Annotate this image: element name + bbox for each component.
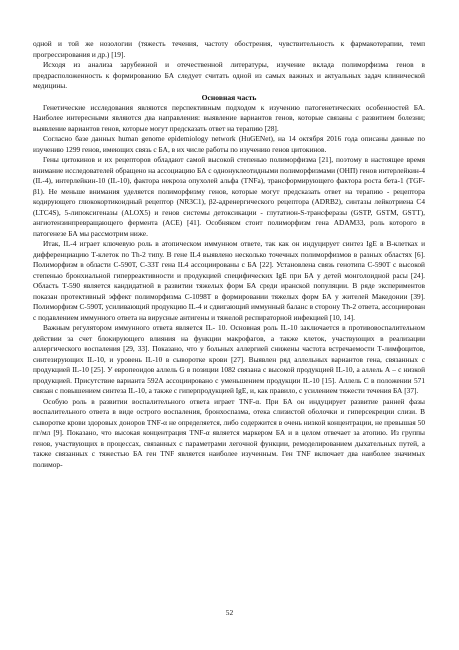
paragraph: Исходя из анализа зарубежной и отечественной литературы, изучение вклада полиморфизма генов в предрасположенность к формированию БА следует считать одной из самых важных и актуальных задач клинической медицины.	[33, 60, 425, 90]
page-number: 52	[225, 608, 234, 617]
section-heading: Основная часть	[201, 92, 257, 102]
paragraph: Итак, IL-4 играет ключевую роль в атопическом иммунном ответе, так как он индуцирует синтез IgE в В-клетках и дифференциацию Т-клеток по Th-2 типу. В гене IL4 выявлено несколько точечных полиморфизмов в разных областях [6]. Полиморфизм в области С-590Т, С-33Т гена IL4 ассоциированы с БА [22]. Установлена связь генотипа С-590Т с высокой степенью бронхиальной гиперреактивности и продукцией специфических IgE при БА у детей монголоидной расы [24]. Область Т-590 является кандидатной в развитии тяжелых форм БА среди иранской популяции. В ряде экспериментов показан протективный эффект полиморфизма С-1098Т в формировании тяжелых форм БА у жителей Македонии [39]. Полиморфизм С-590Т, усиливающий продукцию IL-4 и сдвигающий иммунный баланс в сторону Th-2 ответа, ассоциирован с подавлением иммунного ответа на вирусные антигены и тяжелой респираторной инфекцией [10, 14].	[33, 239, 425, 322]
paragraph: Гены цитокинов и их рецепторов обладают самой высокой степенью полиморфизма [21], поэтому в настоящее время внимание исследователей обращено на ассоциацию БА с однонуклеотидными полиморфизмами (ОНП) генов интерлейкин-4 (IL-4), интерлейкин-10 (IL-10), фактора некроза опухолей альфа (TNFa), трансформирующего фактора роста бета-1 (TGF-β1). Не меньше внимания уделяется полиморфизму генов, которые могут предсказать ответ на терапию - рецептора кодирующего глюкокортикоидный рецептор (NR3C1), β2-адренергического рецептора (ADRB2), синтазы лейкотриена С4 (LTC4S), 5-липоксигеназы (ALOX5) и генов системы детоксикации - глутатион-S-трансферазы (GSTP, GSTM, GSTT), ангиотензинпревращающего фермента (ACE) [41]. Особняком стоит полиморфизм гена ADAM33, роль которого в патогенезе БА мы рассмотрим ниже.	[33, 155, 425, 238]
paragraph: Важным регулятором иммунного ответа является IL- 10. Основная роль IL-10 заключается в противовоспалительном действии за счет блокирующего влияния на функции макрофагов, а также клеток, участвующих в реализации аллергического воспаления [29, 33]. Показано, что у больных аллергией снижены частота встречаемости Т-лимфоцитов, синтезирующих IL-10, и уровень IL-10 в сыворотке крови [27]. Выявлен ряд аллельных вариантов гена, связанных с продукцией IL-10 [25]. У европеоидов аллель G в позиции 1082 связана с высокой продукцией IL-10, а аллель А – с низкой продукцией. Присутствие варианта 592А ассоциировано с уменьшением продукции IL-10 [15]. Аллель С в положении 571 связан с повышением синтеза IL-10, а также с гиперпродукцией IgE, и, как правило, с усилением тяжести течения БА [37].	[33, 323, 425, 395]
paragraph: Генетические исследования являются перспективным подходом к изучению патогенетических особенностей БА. Наиболее интересными являются два направления: выявление вариантов генов, которые связаны с развитием болезни; выявление вариантов генов, которые могут предсказать ответ на терапию [28].	[33, 102, 425, 133]
paragraph: одной и той же нозологии (тяжесть течения, частоту обострения, чувствительность к фармакотерапии, темп прогрессирования и др.) [19].	[33, 39, 425, 59]
paragraph: Особую роль в развитии воспалительного ответа играет TNF-α. При БА он индуцирует развитие ранней фазы воспалительного ответа в виде острого воспаления, бронхоспазма, отека слизистой оболочки и гиперсекреции слизи. В сыворотке крови здоровых доноров TNF-α не определяется, либо содержится в очень низкой концентрации, не превышая 50 пг/мл [9]. Показано, что высокая концентрация TNF-α является маркером БА и в целом отвечает за атопию. Из группы генов, участвующих в процессах, связанных с параметрами легочной функции, ремоделированием дыхательных путей, а также связанных с тяжестью БА ген TNF является наиболее изученным. Ген TNF включает два наиболее значимых полимор-	[33, 396, 425, 469]
paragraph: Согласно базе данных human genome epidemiology network (HuGENet), на 14 октября 2016 года описаны данные по изучению 1299 генов, имеющих связь с БА, в их числе работы по изучению генов цитокинов.	[33, 134, 425, 154]
